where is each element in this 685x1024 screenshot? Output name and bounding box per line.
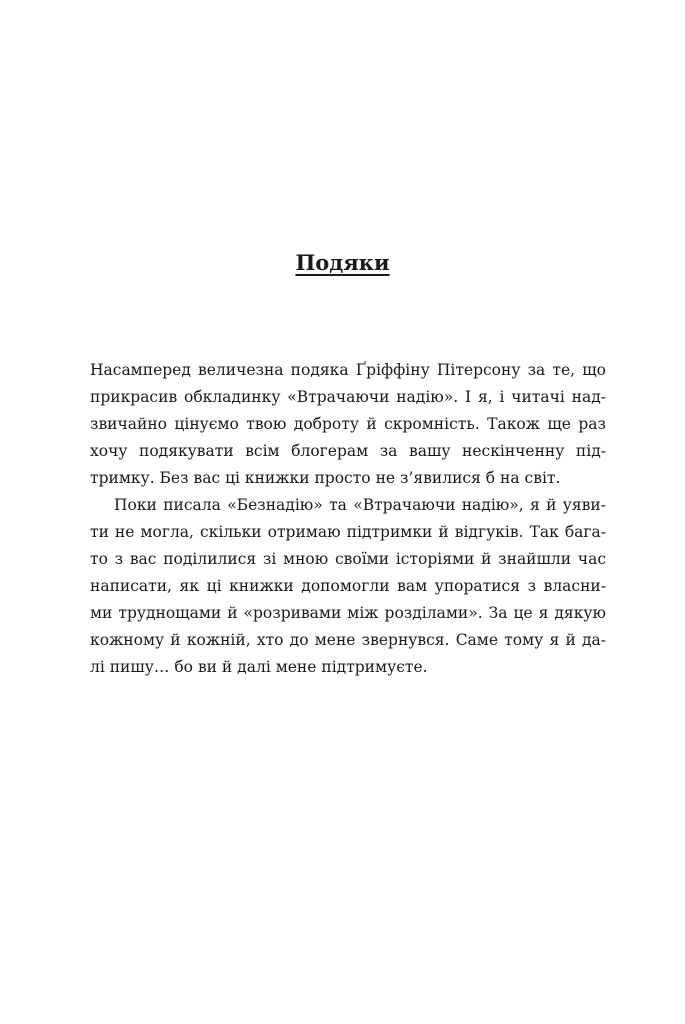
text-line: Насамперед величезна подяка Ґріффіну Пітерсону за те, що bbox=[90, 361, 606, 379]
text-line: ти не могла, скільки отримаю підтримки й відгуків. Так бага- bbox=[90, 523, 606, 541]
page-title: Подяки bbox=[295, 250, 390, 275]
text-line: лі пишу… бо ви й далі мене підтримуєте. bbox=[90, 658, 428, 676]
text-line: ми труднощами й «розривами між розділами». За це я дякую bbox=[90, 604, 606, 622]
text-line: тримку. Без вас ці книжки просто не з’явилися б на світ. bbox=[90, 469, 561, 487]
text-line: то з вас поділилися зі мною своїми історіями й знайшли час bbox=[90, 550, 606, 568]
text-line: звичайно цінуємо твою доброту й скромність. Також ще раз bbox=[90, 415, 606, 433]
text-line: кожному й кожній, хто до мене звернувся. Саме тому я й да- bbox=[90, 631, 606, 649]
paragraph-1 bbox=[90, 357, 606, 492]
paragraph-2 bbox=[90, 492, 606, 681]
text-line: Поки писала «Безнадію» та «Втрачаючи надію», я й уяви- bbox=[114, 496, 606, 514]
text-line: прикрасив обкладинку «Втрачаючи надію». І я, і читачі над- bbox=[90, 388, 606, 406]
text-line: хочу подякувати всім блогерам за вашу нескінченну під- bbox=[90, 442, 606, 460]
text-line: написати, як ці книжки допомогли вам упоратися з власни- bbox=[90, 577, 606, 595]
acknowledgements-text bbox=[90, 357, 606, 681]
